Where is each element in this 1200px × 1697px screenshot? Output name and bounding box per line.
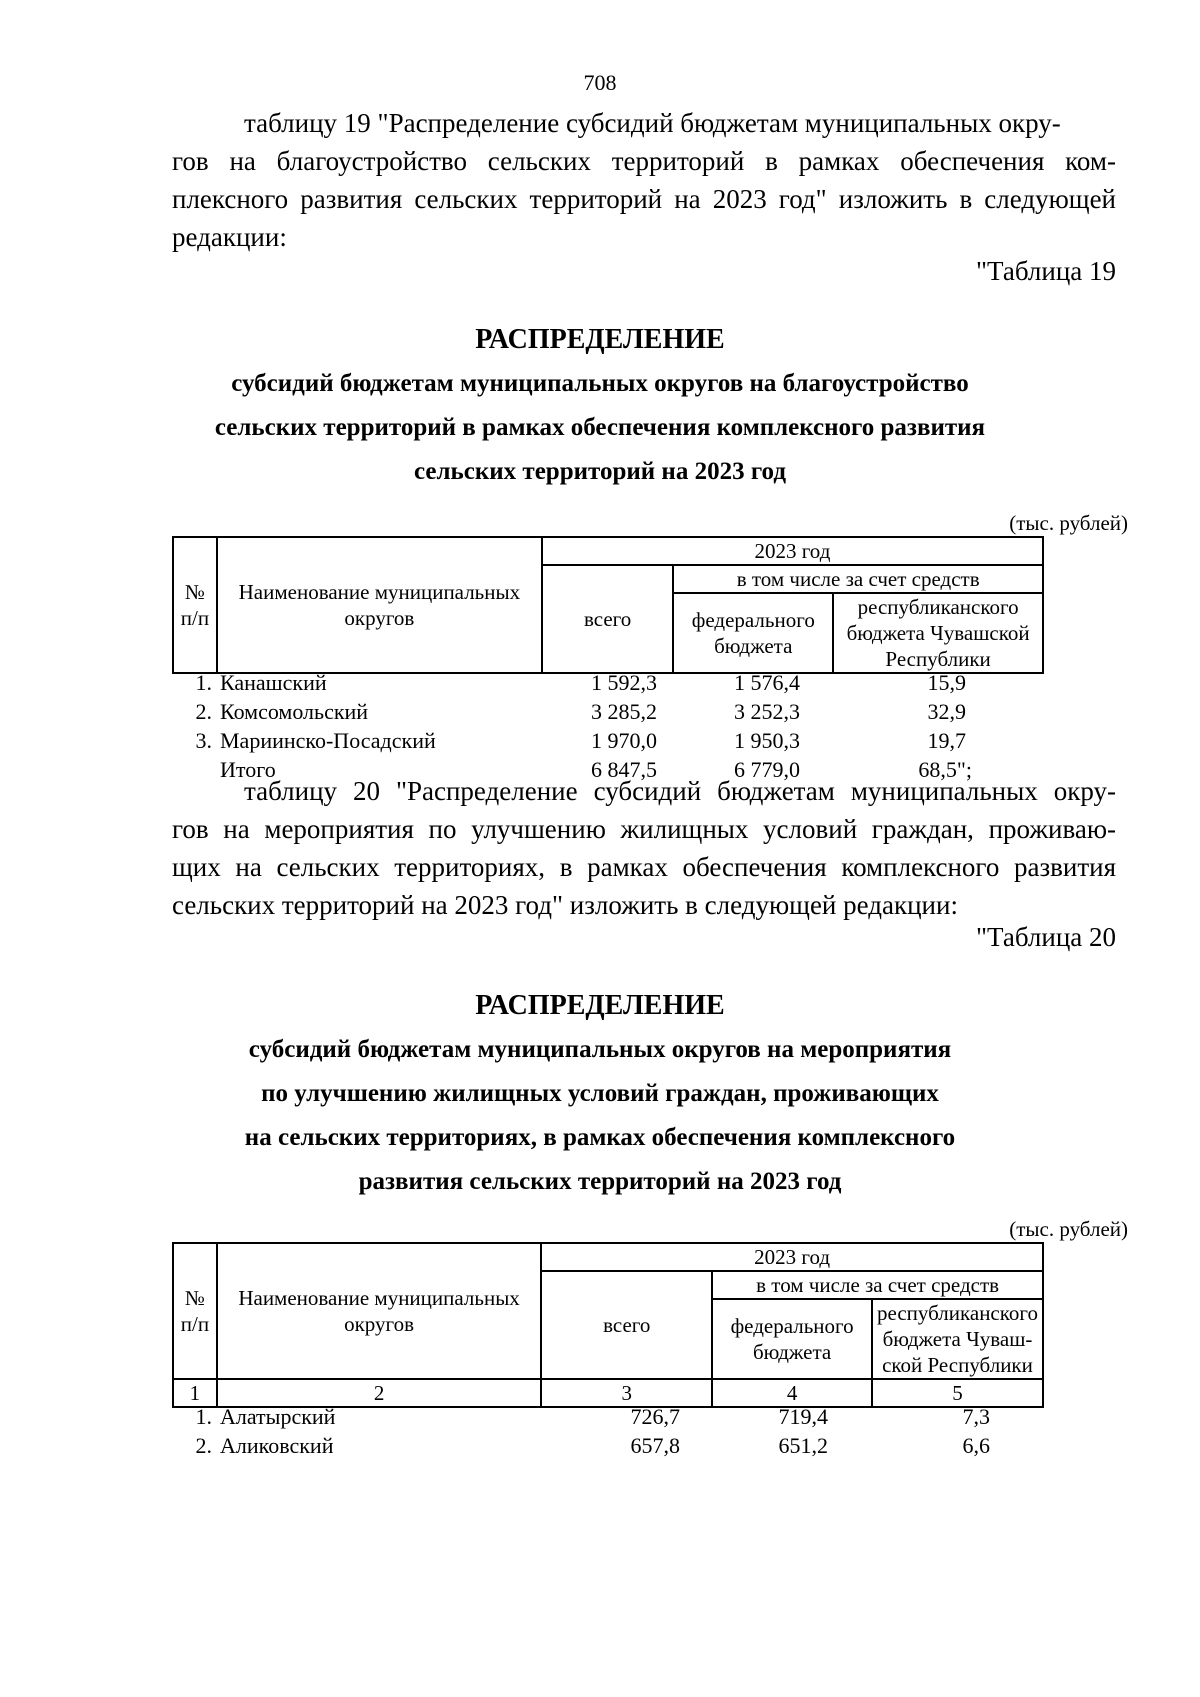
col-number: 1 xyxy=(173,1379,217,1407)
heading-line: сельских территорий на 2023 год xyxy=(414,458,786,485)
table-row xyxy=(172,668,1044,697)
cell-num: 1. xyxy=(195,1404,212,1429)
header-num: № п/п xyxy=(173,1243,217,1379)
cell-num: 2. xyxy=(195,1433,212,1458)
cell-total: 726,7 xyxy=(630,1404,680,1429)
cell-federal: 1 950,3 xyxy=(734,728,800,753)
intro-line: редакции: xyxy=(172,222,287,252)
cell-num: 3. xyxy=(195,728,212,753)
header-year: 2023 год xyxy=(542,537,1043,565)
header-total: всего xyxy=(542,565,674,673)
header-including: в том числе за счет средств xyxy=(673,565,1043,593)
page-number: 708 xyxy=(583,70,617,95)
heading-line: по улучшению жилищных условий граждан, проживающих xyxy=(261,1080,939,1107)
cell-total: 1 970,0 xyxy=(591,728,657,753)
cell-republic: 19,7 xyxy=(927,728,966,753)
cell-total: 6 847,5 xyxy=(591,757,657,782)
header-name: Наименование муниципальных округов xyxy=(217,537,542,673)
header-republic: республиканского бюджета Чувашской Республики xyxy=(833,593,1043,673)
cell-federal: 719,4 xyxy=(778,1404,828,1429)
heading-line: на сельских территориях, в рамках обеспечения комплексного xyxy=(244,1124,956,1151)
intro-line: гов на мероприятия по улучшению жилищных условий граждан, проживаю- xyxy=(172,814,1116,844)
cell-num: 1. xyxy=(195,670,212,695)
cell-republic: 6,6 xyxy=(962,1433,990,1458)
intro-line: таблицу 19 "Распределение субсидий бюджетам муниципальных окру- xyxy=(244,108,1061,138)
table-row xyxy=(172,1402,1044,1431)
cell-federal: 651,2 xyxy=(778,1433,828,1458)
cell-republic: 7,3 xyxy=(962,1404,990,1429)
table-19-body xyxy=(172,668,1044,784)
intro-line: сельских территорий на 2023 год" изложить в следующей редакции: xyxy=(172,890,958,920)
intro-paragraph-19 xyxy=(172,104,1116,256)
cell-federal: 3 252,3 xyxy=(734,699,800,724)
col-number: 3 xyxy=(541,1379,712,1407)
cell-total: 3 285,2 xyxy=(591,699,657,724)
heading-line: субсидий бюджетам муниципальных округов на мероприятия xyxy=(248,1036,952,1063)
table-row xyxy=(172,697,1044,726)
table-label-20: "Таблица 20 xyxy=(976,922,1116,952)
cell-total: 1 592,3 xyxy=(591,670,657,695)
header-total: всего xyxy=(541,1271,712,1379)
header-republic: республиканского бюджета Чуваш-ской Республики xyxy=(872,1299,1043,1379)
cell-name: Канашский xyxy=(220,670,327,695)
heading-line: субсидий бюджетам муниципальных округов на благоустройство xyxy=(231,370,969,397)
cell-name: Мариинско-Посадский xyxy=(220,728,436,753)
table-heading-20 xyxy=(0,984,1200,1204)
table-label-19: "Таблица 19 xyxy=(976,256,1116,286)
intro-line: гов на благоустройство сельских территорий в рамках обеспечения ком- xyxy=(172,146,1116,176)
cell-name: Аликовский xyxy=(220,1433,334,1458)
header-including: в том числе за счет средств xyxy=(712,1271,1043,1299)
table-20-header xyxy=(172,1242,1044,1408)
header-name: Наименование муниципальных округов xyxy=(217,1243,541,1379)
units-label-19: (тыс. рублей) xyxy=(1009,511,1128,535)
intro-line: таблицу 20 "Распределение субсидий бюджетам муниципальных окру- xyxy=(244,776,1116,806)
cell-republic: 68,5"; xyxy=(918,757,972,782)
heading-title: РАСПРЕДЕЛЕНИЕ xyxy=(475,324,725,355)
table-heading-19 xyxy=(0,318,1200,494)
header-year: 2023 год xyxy=(541,1243,1043,1271)
units-label-20: (тыс. рублей) xyxy=(1009,1217,1128,1241)
cell-federal: 6 779,0 xyxy=(734,757,800,782)
cell-total: 657,8 xyxy=(630,1433,680,1458)
col-number: 5 xyxy=(872,1379,1043,1407)
intro-paragraph-20 xyxy=(172,772,1116,924)
heading-line: развития сельских территорий на 2023 год xyxy=(358,1168,842,1195)
table-19-header xyxy=(172,536,1044,674)
col-number: 4 xyxy=(712,1379,872,1407)
cell-name: Итого xyxy=(220,757,276,782)
intro-line: плексного развития сельских территорий на 2023 год" изложить в следующей xyxy=(172,184,1116,214)
cell-num: 2. xyxy=(195,699,212,724)
heading-line: сельских территорий в рамках обеспечения комплексного развития xyxy=(214,414,986,441)
col-number: 2 xyxy=(217,1379,541,1407)
header-num: № п/п xyxy=(173,537,217,673)
cell-federal: 1 576,4 xyxy=(734,670,800,695)
table-20-body xyxy=(172,1402,1044,1460)
cell-name: Комсомольский xyxy=(220,699,369,724)
table-row xyxy=(172,1431,1044,1460)
table-row xyxy=(172,726,1044,755)
cell-name: Алатырский xyxy=(220,1404,336,1429)
cell-republic: 32,9 xyxy=(927,699,966,724)
header-federal: федерального бюджета xyxy=(712,1299,872,1379)
heading-title: РАСПРЕДЕЛЕНИЕ xyxy=(475,990,725,1021)
intro-line: щих на сельских территориях, в рамках обеспечения комплексного развития xyxy=(172,852,1116,882)
cell-republic: 15,9 xyxy=(927,670,966,695)
header-federal: федерального бюджета xyxy=(673,593,833,673)
